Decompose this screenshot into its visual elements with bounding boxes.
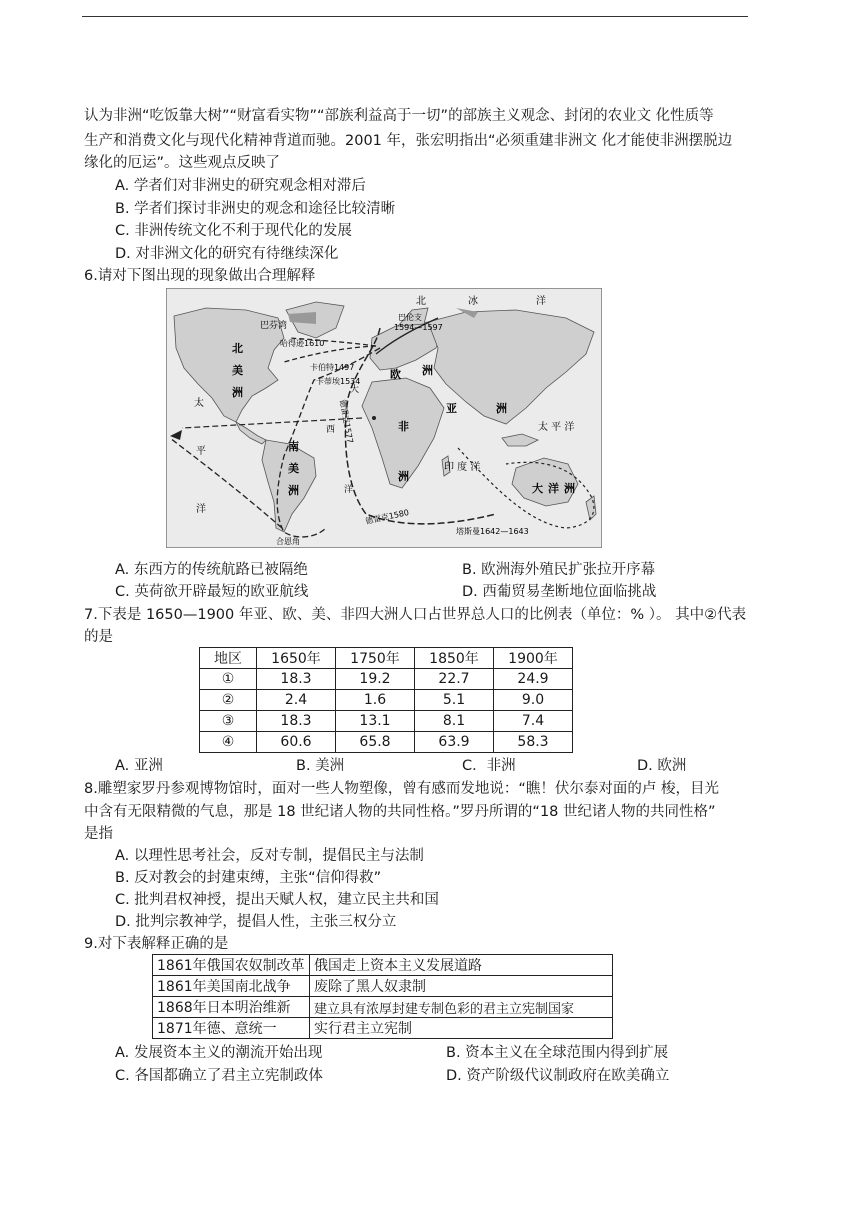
q8-option-a[interactable]: A. 以理性思考社会，反对专制，提倡民主与法制	[115, 848, 424, 864]
map-label-af-1: 非	[398, 420, 409, 433]
q6-option-a[interactable]: A. 东西方的传统航路已被隔绝	[115, 562, 308, 578]
q7-stem-line-1: 7.下表是 1650—1900 年亚、欧、美、非四大洲人口占世界总人口的比例表（单位：% ）。 其中②代表	[84, 607, 747, 623]
table-cell: 24.9	[494, 669, 573, 690]
map-label-pacific-w2: 平	[196, 446, 206, 457]
q6-option-b[interactable]: B. 欧洲海外殖民扩张拉开序幕	[462, 562, 656, 578]
table-cell: 1.6	[336, 690, 415, 711]
map-label-pacific-w1: 太	[194, 398, 204, 409]
map-label-cartier: 卡蒂埃1534	[316, 377, 361, 386]
map-label-eu-1: 欧	[390, 368, 401, 381]
table-row	[153, 997, 613, 1018]
table-cell: 5.1	[415, 690, 494, 711]
map-label-na-1: 北	[232, 342, 243, 355]
table-cell: 9.0	[494, 690, 573, 711]
table-cell: 8.1	[415, 711, 494, 732]
q9-option-a[interactable]: A. 发展资本主义的潮流开始出现	[115, 1045, 323, 1061]
q8-option-b[interactable]: B. 反对教会的封建束缚，主张“信仰得救”	[115, 870, 382, 886]
map-label-sa-1: 南	[288, 440, 299, 453]
q6-option-c[interactable]: C. 英荷欲开辟最短的欧亚航线	[115, 584, 309, 600]
table-cell: 22.7	[415, 669, 494, 690]
passage-line-1: 认为非洲“吃饭靠大树”“财富看实物”“部族利益高于一切”的部族主义观念、封闭的农业文 化性质等	[84, 108, 714, 124]
table-row	[200, 732, 573, 753]
table-header-cell: 1750年	[336, 648, 415, 669]
table-cell: ①	[200, 669, 257, 690]
map-label-north-ice-2: 冰	[468, 296, 478, 307]
map-label-sa-2: 美	[288, 462, 299, 475]
table-row	[200, 711, 573, 732]
table-cell: 63.9	[415, 732, 494, 753]
q8-stem-line-2: 中含有无限精微的气息，那是 18 世纪诸人物的共同性格。”罗丹所谓的“18 世纪诸人物的共同性格”	[84, 804, 716, 820]
table-header-row	[200, 648, 573, 669]
table-cell: 18.3	[257, 669, 336, 690]
table-cell: 13.1	[336, 711, 415, 732]
q9-option-c[interactable]: C. 各国都确立了君主立宪制政体	[115, 1068, 323, 1084]
q6-stem: 6.请对下图出现的现象做出合理解释	[84, 268, 316, 284]
table-cell: 1861年美国南北战争	[153, 976, 310, 997]
map-label-cape-horn: 合恩角	[276, 537, 300, 546]
q9-option-d[interactable]: D. 资产阶级代议制政府在欧美确立	[446, 1068, 670, 1084]
q9-stem: 9.对下表解释正确的是	[84, 936, 229, 952]
table-cell: ④	[200, 732, 257, 753]
table-cell: ③	[200, 711, 257, 732]
map-label-oc-2: 洋	[548, 482, 559, 495]
q5-option-d[interactable]: D. 对非洲文化的研究有待继续深化	[115, 246, 339, 262]
map-label-tasman: 塔斯曼1642—1643	[456, 527, 529, 536]
map-label-oc-3: 洲	[564, 482, 575, 495]
map-label-hudson: 哈得逊1610	[280, 339, 325, 348]
map-label-eu-2: 洲	[422, 364, 433, 377]
map-label-na-3: 洲	[232, 386, 243, 399]
table-cell: 58.3	[494, 732, 573, 753]
q8-stem-line-1: 8.雕塑家罗丹参观博物馆时，面对一些人物塑像，曾有感而发地说：“瞧！伏尔泰对面的卢 梭，目光	[84, 781, 719, 797]
table-cell: ②	[200, 690, 257, 711]
population-table	[199, 647, 573, 753]
table-cell: 2.4	[257, 690, 336, 711]
table-cell: 俄国走上资本主义发展道路	[310, 955, 613, 976]
map-label-atlantic-1: 大	[350, 385, 360, 395]
q5-option-b[interactable]: B. 学者们探讨非洲史的观念和途径比较清晰	[115, 201, 396, 217]
table-row	[153, 1018, 613, 1039]
map-label-barents: 巴伦支	[398, 313, 422, 322]
map-label-asia-1: 亚	[446, 402, 457, 415]
table-cell: 建立具有浓厚封建专制色彩的君主立宪制国家	[310, 997, 613, 1018]
table-row	[153, 976, 613, 997]
table-header-cell: 1900年	[494, 648, 573, 669]
table-cell: 废除了黑人奴隶制	[310, 976, 613, 997]
q7-option-a[interactable]: A. 亚洲	[115, 758, 163, 774]
map-label-af-2: 洲	[398, 470, 409, 483]
q9-option-b[interactable]: B. 资本主义在全球范围内得到扩展	[446, 1045, 669, 1061]
table-row	[153, 955, 613, 976]
q5-option-a[interactable]: A. 学者们对非洲史的研究观念相对滞后	[115, 178, 366, 194]
map-label-drake-1580: 德雷克1580	[364, 507, 410, 526]
map-label-cabot: 卡伯特1497	[310, 363, 355, 372]
table-cell: 60.6	[257, 732, 336, 753]
table-cell: 65.8	[336, 732, 415, 753]
map-label-sa-3: 洲	[288, 484, 299, 497]
map-label-north-ice-3: 洋	[536, 296, 546, 307]
map-label-atlantic-3: 洋	[344, 485, 354, 495]
table-row	[200, 669, 573, 690]
table-header-cell: 地区	[200, 648, 257, 669]
map-label-north-ice-1: 北	[416, 296, 426, 307]
map-label-pacific-w3: 洋	[196, 504, 206, 515]
table-cell: 7.4	[494, 711, 573, 732]
q8-stem-line-3: 是指	[84, 826, 113, 842]
map-label-pacific-e: 太 平 洋	[538, 422, 575, 433]
table-cell: 实行君主立宪制	[310, 1018, 613, 1039]
table-row	[200, 690, 573, 711]
table-header-cell: 1850年	[415, 648, 494, 669]
map-label-oc-1: 大	[532, 482, 543, 495]
table-cell: 1861年俄国农奴制改革	[153, 955, 310, 976]
q7-option-d[interactable]: D. 欧洲	[637, 758, 687, 774]
table-cell: 18.3	[257, 711, 336, 732]
map-label-na-2: 美	[232, 364, 243, 377]
q8-option-d[interactable]: D. 批判宗教神学，提倡人性，主张三权分立	[115, 914, 397, 930]
table-header-cell: 1650年	[257, 648, 336, 669]
table-cell: 1871年德、意统一	[153, 1018, 310, 1039]
map-label-drake-1577: 德雷克1577	[338, 398, 355, 445]
q7-option-c[interactable]: C．非洲	[462, 758, 516, 774]
map-label-barents-years: 1594—1597	[394, 323, 443, 332]
passage-line-2: 生产和消费文化与现代化精神背道而驰。2001 年，张宏明指出“必须重建非洲文 化才能使非洲摆脱边	[84, 133, 733, 149]
world-exploration-map	[166, 288, 602, 548]
q5-option-c[interactable]: C. 非洲传统文化不利于现代化的发展	[115, 223, 352, 239]
map-label-baffin: 巴芬湾	[260, 321, 288, 331]
table-cell: 19.2	[336, 669, 415, 690]
table-cell: 1868年日本明治维新	[153, 997, 310, 1018]
map-label-indian-ocean: 印 度 洋	[444, 462, 481, 473]
q6-option-d[interactable]: D. 西葡贸易垄断地位面临挑战	[462, 584, 657, 600]
header-rule	[82, 16, 748, 17]
reform-table	[152, 954, 613, 1039]
map-label-asia-2: 洲	[496, 402, 507, 415]
q7-stem-line-2: 的是	[84, 629, 113, 645]
map-label-atlantic-2: 西	[326, 425, 336, 435]
passage-line-3: 缘化的厄运”。这些观点反映了	[84, 155, 281, 171]
q7-option-b[interactable]: B. 美洲	[296, 758, 345, 774]
q8-option-c[interactable]: C. 批判君权神授，提出天赋人权，建立民主共和国	[115, 892, 439, 908]
